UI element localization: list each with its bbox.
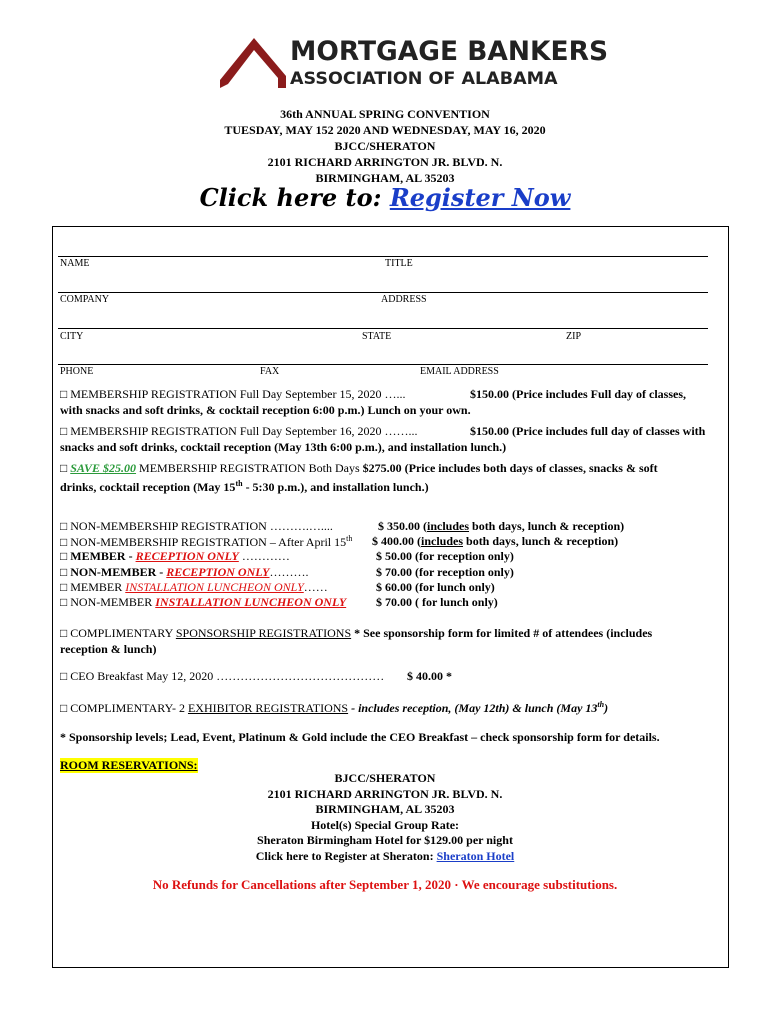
nonmember-late-row[interactable]	[60, 534, 352, 550]
membership-day2-detail: snacks and soft drinks, cocktail reception (May 13th 6:00 p.m.), and installation lunch.)	[60, 440, 507, 454]
nonmember-label: NON-MEMBERSHIP REGISTRATION ……….…....	[67, 519, 333, 533]
logo-line2: ASSOCIATION OF ALABAMA	[290, 69, 558, 89]
price-amount: $ 350.00 (	[378, 519, 427, 533]
member-lunch-price: $ 60.00 (for lunch only)	[376, 580, 495, 594]
convention-header	[0, 106, 770, 186]
checkbox-icon[interactable]: □	[60, 387, 68, 401]
exhibitor-detail: - includes reception, (May 12th) & lunch (May 13	[348, 701, 598, 715]
checkbox-icon[interactable]: □	[60, 626, 68, 640]
hotel-info	[0, 771, 770, 864]
dots: …………	[238, 549, 290, 563]
reception-only-text: RECEPTION ONLY	[135, 549, 239, 563]
sup-th: th	[346, 534, 353, 543]
price-amount: $ 400.00 (	[372, 534, 421, 548]
checkbox-icon[interactable]: □	[60, 461, 68, 475]
price-detail: both days, lunch & reception)	[469, 519, 625, 533]
reception-only-text: RECEPTION ONLY	[166, 565, 270, 579]
header-dates: TUESDAY, MAY 152 2020 AND WEDNESDAY, MAY 16, 2020	[224, 123, 546, 137]
member-reception-price: $ 50.00 (for reception only)	[376, 549, 514, 563]
member-label: MEMBER	[67, 580, 126, 594]
form-line-1	[58, 256, 708, 257]
nonmember-late-price	[372, 534, 618, 549]
logo-line1: MORTGAGE BANKERS	[290, 36, 609, 67]
nonmember-price	[378, 519, 624, 534]
member-reception-row[interactable]	[60, 549, 290, 564]
exhibitor-pre: COMPLIMENTARY- 2	[67, 701, 188, 715]
fax-label: FAX	[260, 366, 280, 377]
sheraton-register-label: Click here to Register at Sheraton:	[255, 848, 437, 863]
company-label: COMPANY	[60, 294, 110, 305]
membership-both-detail-a: drinks, cocktail reception (May 15	[60, 480, 236, 494]
checkbox-icon[interactable]: □	[60, 701, 68, 715]
sponsorship-pre: COMPLIMENTARY	[67, 626, 176, 640]
member-lunch-row[interactable]	[60, 580, 328, 595]
exhibitor-close: )	[604, 701, 609, 715]
membership-day1-price: $150.00 (Price includes Full day of classes,	[470, 387, 686, 401]
nonmember-lunch-price: $ 70.00 ( for lunch only)	[376, 595, 498, 609]
includes-text: includes	[427, 519, 470, 533]
exhibitor-registrations-text: EXHIBITOR REGISTRATIONS	[187, 701, 349, 715]
hotel-street: 2101 RICHARD ARRINGTON JR. BLVD. N.	[267, 786, 503, 801]
register-line	[0, 183, 770, 212]
checkbox-icon[interactable]: □	[60, 519, 68, 533]
membership-day2-price: $150.00 (Price includes full day of classes with	[470, 424, 706, 438]
includes-text: includes	[421, 534, 464, 548]
name-label: NAME	[60, 258, 90, 269]
form-line-2	[58, 292, 708, 293]
luncheon-only-text: INSTALLATION LUNCHEON ONLY	[125, 580, 304, 594]
group-rate-heading: Hotel(s) Special Group Rate:	[310, 817, 460, 832]
header-title: 36th ANNUAL SPRING CONVENTION	[280, 107, 490, 121]
membership-day1-detail: with snacks and soft drinks, & cocktail reception 6:00 p.m.) Lunch on your own.	[60, 403, 471, 417]
sponsorship-note-line2: reception & lunch)	[60, 642, 157, 656]
sponsorship-note: * See sponsorship form for limited # of attendees (includes	[351, 626, 653, 640]
checkbox-icon[interactable]: □	[60, 424, 68, 438]
no-refunds-notice: No Refunds for Cancellations after September 1, 2020 · We encourage substitutions.	[152, 877, 618, 892]
register-now-link[interactable]: Register Now	[389, 183, 571, 212]
checkbox-icon[interactable]: □	[60, 549, 68, 563]
luncheon-only-text: INSTALLATION LUNCHEON ONLY	[155, 595, 347, 609]
ceo-breakfast-price: $ 40.00 *	[407, 669, 452, 683]
membership-day2-option[interactable]	[60, 423, 720, 455]
form-line-4	[58, 364, 708, 365]
nonmember-reception-row[interactable]	[60, 565, 308, 580]
membership-day2-text: MEMBERSHIP REGISTRATION Full Day September 16, 2020 ……...	[67, 424, 418, 438]
sponsorship-option[interactable]	[60, 625, 720, 657]
ceo-breakfast-option[interactable]	[60, 669, 384, 684]
nonmember-reception-price: $ 70.00 (for reception only)	[376, 565, 514, 579]
save-badge: SAVE $25.00	[70, 461, 137, 475]
membership-both-text: MEMBERSHIP REGISTRATION Both Days	[136, 461, 363, 475]
dots: ……….	[269, 565, 309, 579]
checkbox-icon[interactable]: □	[60, 595, 68, 609]
nonmember-label: NON-MEMBER	[67, 595, 156, 609]
checkbox-icon[interactable]: □	[60, 535, 68, 549]
nonmember-registration-row[interactable]	[60, 519, 333, 534]
sheraton-hotel-link[interactable]: Sheraton Hotel	[436, 848, 515, 863]
header-venue: BJCC/SHERATON	[334, 139, 436, 153]
register-prefix: Click here to:	[199, 183, 382, 212]
price-detail: both days, lunch & reception)	[463, 534, 619, 548]
email-label: EMAIL ADDRESS	[420, 366, 499, 377]
membership-day1-text: MEMBERSHIP REGISTRATION Full Day September 15, 2020 …...	[67, 387, 406, 401]
checkbox-icon[interactable]: □	[60, 565, 68, 579]
sponsorship-levels-note: * Sponsorship levels; Lead, Event, Platinum & Gold include the CEO Breakfast – check sponsorship form for details.	[60, 730, 660, 744]
nonmember-late-label: NON-MEMBERSHIP REGISTRATION – After April 15	[67, 535, 347, 549]
dots: ……	[303, 580, 328, 594]
room-reservations-heading: ROOM RESERVATIONS:	[60, 758, 198, 772]
membership-both-price: $275.00 (Price includes both days of classes, snacks & soft	[362, 461, 658, 475]
membership-both-sup: th	[235, 479, 243, 488]
header-city: BIRMINGHAM, AL 35203	[315, 171, 455, 185]
city-label: CITY	[60, 331, 84, 342]
checkbox-icon[interactable]: □	[60, 669, 68, 683]
membership-day1-option[interactable]	[60, 386, 720, 418]
sup-th: th	[597, 700, 605, 709]
header-street: 2101 RICHARD ARRINGTON JR. BLVD. N.	[267, 155, 503, 169]
hotel-city: BIRMINGHAM, AL 35203	[315, 802, 455, 816]
hotel-name: BJCC/SHERATON	[334, 771, 436, 785]
phone-label: PHONE	[60, 366, 94, 377]
address-label: ADDRESS	[381, 294, 427, 305]
nonmember-label: NON-MEMBER -	[67, 565, 167, 579]
group-rate: Sheraton Birmingham Hotel for $129.00 per night	[257, 833, 513, 847]
state-label: STATE	[362, 331, 392, 342]
title-label: TITLE	[385, 258, 413, 269]
mbaa-logo	[218, 36, 609, 96]
membership-both-option[interactable]	[60, 460, 720, 495]
exhibitor-option[interactable]	[60, 700, 608, 716]
roof-logo-icon	[218, 36, 288, 92]
membership-both-detail-b: - 5:30 p.m.), and installation lunch.)	[242, 480, 429, 494]
zip-label: ZIP	[566, 331, 581, 342]
nonmember-lunch-row[interactable]	[60, 595, 346, 610]
form-line-3	[58, 328, 708, 329]
member-label: MEMBER -	[67, 549, 136, 563]
sponsorship-registrations-text: SPONSORSHIP REGISTRATIONS	[175, 626, 352, 640]
ceo-breakfast-label: CEO Breakfast May 12, 2020 ……………………………………	[67, 669, 385, 683]
checkbox-icon[interactable]: □	[60, 580, 68, 594]
